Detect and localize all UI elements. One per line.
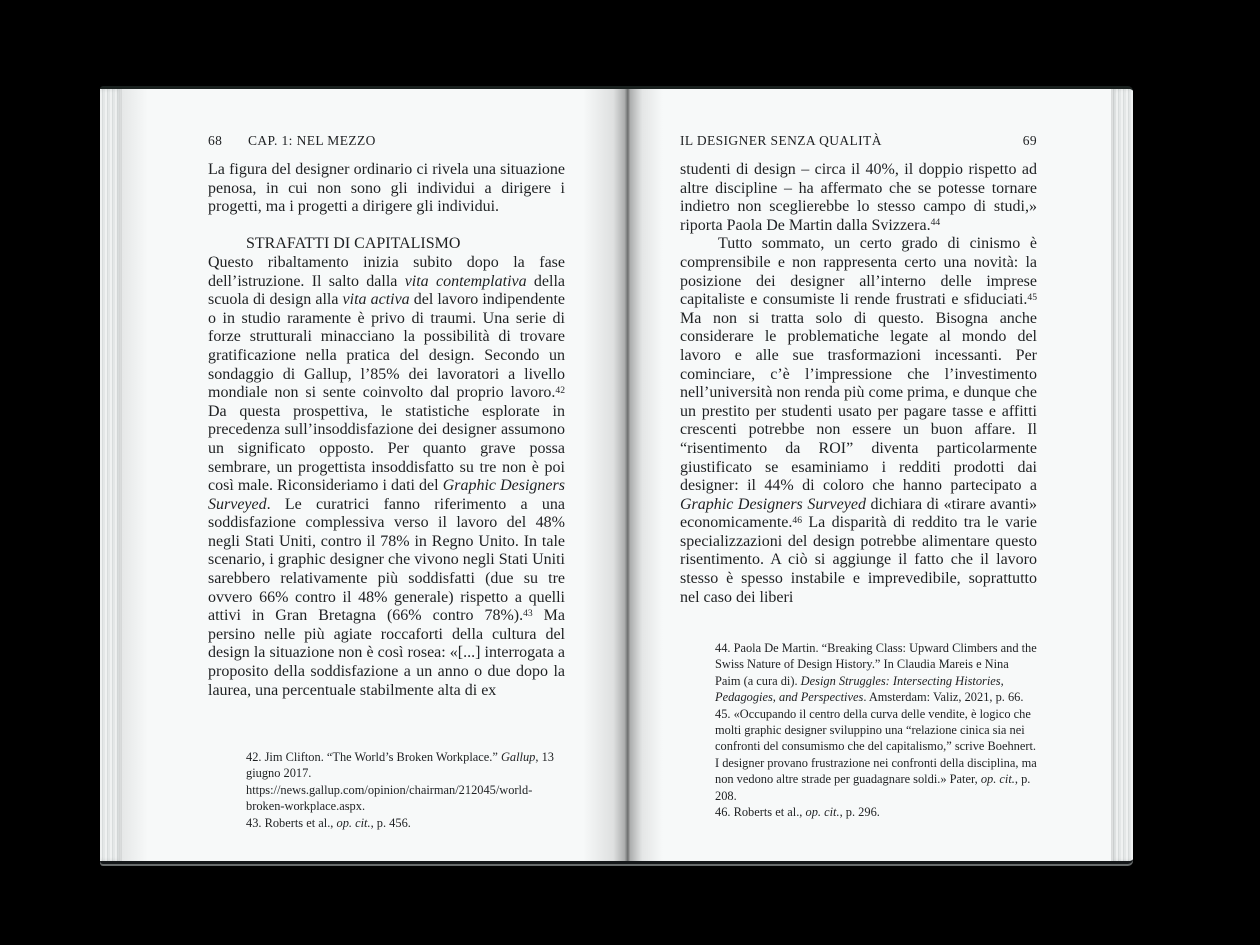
page-number-left: 68 <box>208 133 223 148</box>
footnote-ref: 42 <box>555 384 565 396</box>
footnotes-left <box>246 749 565 831</box>
footnote: 46. Roberts et al., op. cit., p. 296. <box>715 805 880 820</box>
running-head-left <box>208 133 565 149</box>
paragraph: studenti di design – circa il 40%, il doppio rispetto ad altre discipline – ha affermato che se potesse tornare indietro non sceglierebbe lo stesso campo di studi,» riporta Paola De Martin dalla Svizzera.$^{44}$ <box>680 161 1037 234</box>
running-head-right <box>680 133 1037 149</box>
footnotes-right <box>715 640 1037 820</box>
running-header-right-title: IL DESIGNER SENZA QUALITÀ <box>680 133 882 148</box>
page-left <box>122 89 628 861</box>
footnote-ref: 46 <box>792 514 802 526</box>
footnote: 44. Paola De Martin. “Breaking Class: Upward Climbers and the Swiss Nature of Design History.” In Claudia Mareis e Nina Paim (a cura di). Design Struggles: Intersecting Histories, Pedagogies, and Perspectives. Amsterdam: Valiz, 2021, p. 66. <box>715 641 1037 705</box>
footnote: 43. Roberts et al., op. cit., p. 456. <box>246 815 411 830</box>
footnote: 42. Jim Clifton. “The World’s Broken Workplace.” Gallup, 13 giugno 2017. https://news.gallup.com/opinion/chairman/212045/world-broken-workplace.aspx. <box>246 750 554 814</box>
body-text-right <box>680 161 1037 619</box>
section-heading: STRAFATTI DI CAPITALISMO <box>246 235 461 253</box>
paragraph: Questo ribaltamento inizia subito dopo la fase dell’istruzione. Il salto dalla vita contemplativa della scuola di design alla vita activa del lavoro indipendente o in studio raramente è privo di traumi. Una serie di forze strutturali minacciano la possibilità di trovare gratificazione nella pratica del design. Secondo un sondaggio di Gallup, l’85% dei lavoratori a livello mondiale non si sente coinvolto dal proprio lavoro.$^{42}$ Da questa prospettiva, le statistiche esplorate in precedenza sull’insoddisfazione dei designer assumono un significato opposto. Per quanto grave possa sembrare, un progettista insoddisfatto su tre non è poi così male. Riconsideriamo i dati del Graphic Designers Surveyed. Le curatrici fanno riferimento a una soddisfazione complessiva verso il lavoro del 48% negli Stati Uniti, contro il 78% in Regno Unito. In tale scenario, i graphic designer che vivono negli Stati Uniti sarebbero relativamente più soddisfatti (due su tre ovvero 66% contro il 48% generale) rispetto a quelli attivi in Gran Bretagna (66% contro 78%).$^{43}$ Ma persino nelle più agiate roccaforti della cultura del design la situazione non è così rosea: «[...] interrogata a proposito della soddisfazione a un anno o due dopo la laurea, una percentuale stabilmente alta di ex <box>208 253 565 699</box>
body-text-left <box>208 161 565 723</box>
footnote-ref: 45 <box>1027 291 1037 303</box>
book-spread <box>100 86 1133 864</box>
page-edge-stack-left <box>100 89 122 861</box>
running-header-left-title: CAP. 1: NEL MEZZO <box>248 133 376 148</box>
page-number-right: 69 <box>1022 133 1037 148</box>
footnote: 45. «Occupando il centro della curva delle vendite, è logico che molti graphic designer sviluppino una “relazione cinica sia nei confronti del consumismo che del capitalismo,” scrive Boehnert. I designer provano frustrazione nei confronti della disciplina, ma non vedono altre strade per guadagnare soldi.» Pater, op. cit., p. 208. <box>715 706 1037 803</box>
paragraph: Tutto sommato, un certo grado di cinismo è comprensibile e non rappresenta certo una novità: la posizione dei designer all’interno delle imprese capitaliste e consumiste li rende frustrati e sfiduciati.$^{45}$ Ma non si tratta solo di questo. Bisogna anche considerare le problematiche legate al mondo del lavoro e alle sue trasformazioni incessanti. Per cominciare, c’è l’impressione che l’investimento nell’università non renda più come prima, e dunque che un prestito per studenti usato per pagare tasse e affitti crescenti potrebbe non essere un buon affare. Il “risentimento da ROI” diventa particolarmente giustificato se esaminiamo i redditi prodotti dai designer: il 44% di coloro che hanno partecipato a Graphic Designers Surveyed dichiara di «tirare avanti» economicamente.$^{46}$ La disparità di reddito tra le varie specializzazioni del design potrebbe alimentare questo risentimento. A ciò si aggiunge il fatto che il lavoro stesso è spesso instabile e imprevedibile, soprattutto nel caso dei liberi <box>680 235 1037 606</box>
page-right <box>628 89 1111 861</box>
paragraph: La figura del designer ordinario ci rivela una situazione penosa, in cui non sono gli individui a dirigere i progetti, ma i progetti a dirigere gli individui. <box>208 161 565 216</box>
page-edge-stack-right <box>1111 89 1133 861</box>
footnote-ref: 44 <box>930 217 941 229</box>
footnote-ref: 43 <box>523 607 533 619</box>
